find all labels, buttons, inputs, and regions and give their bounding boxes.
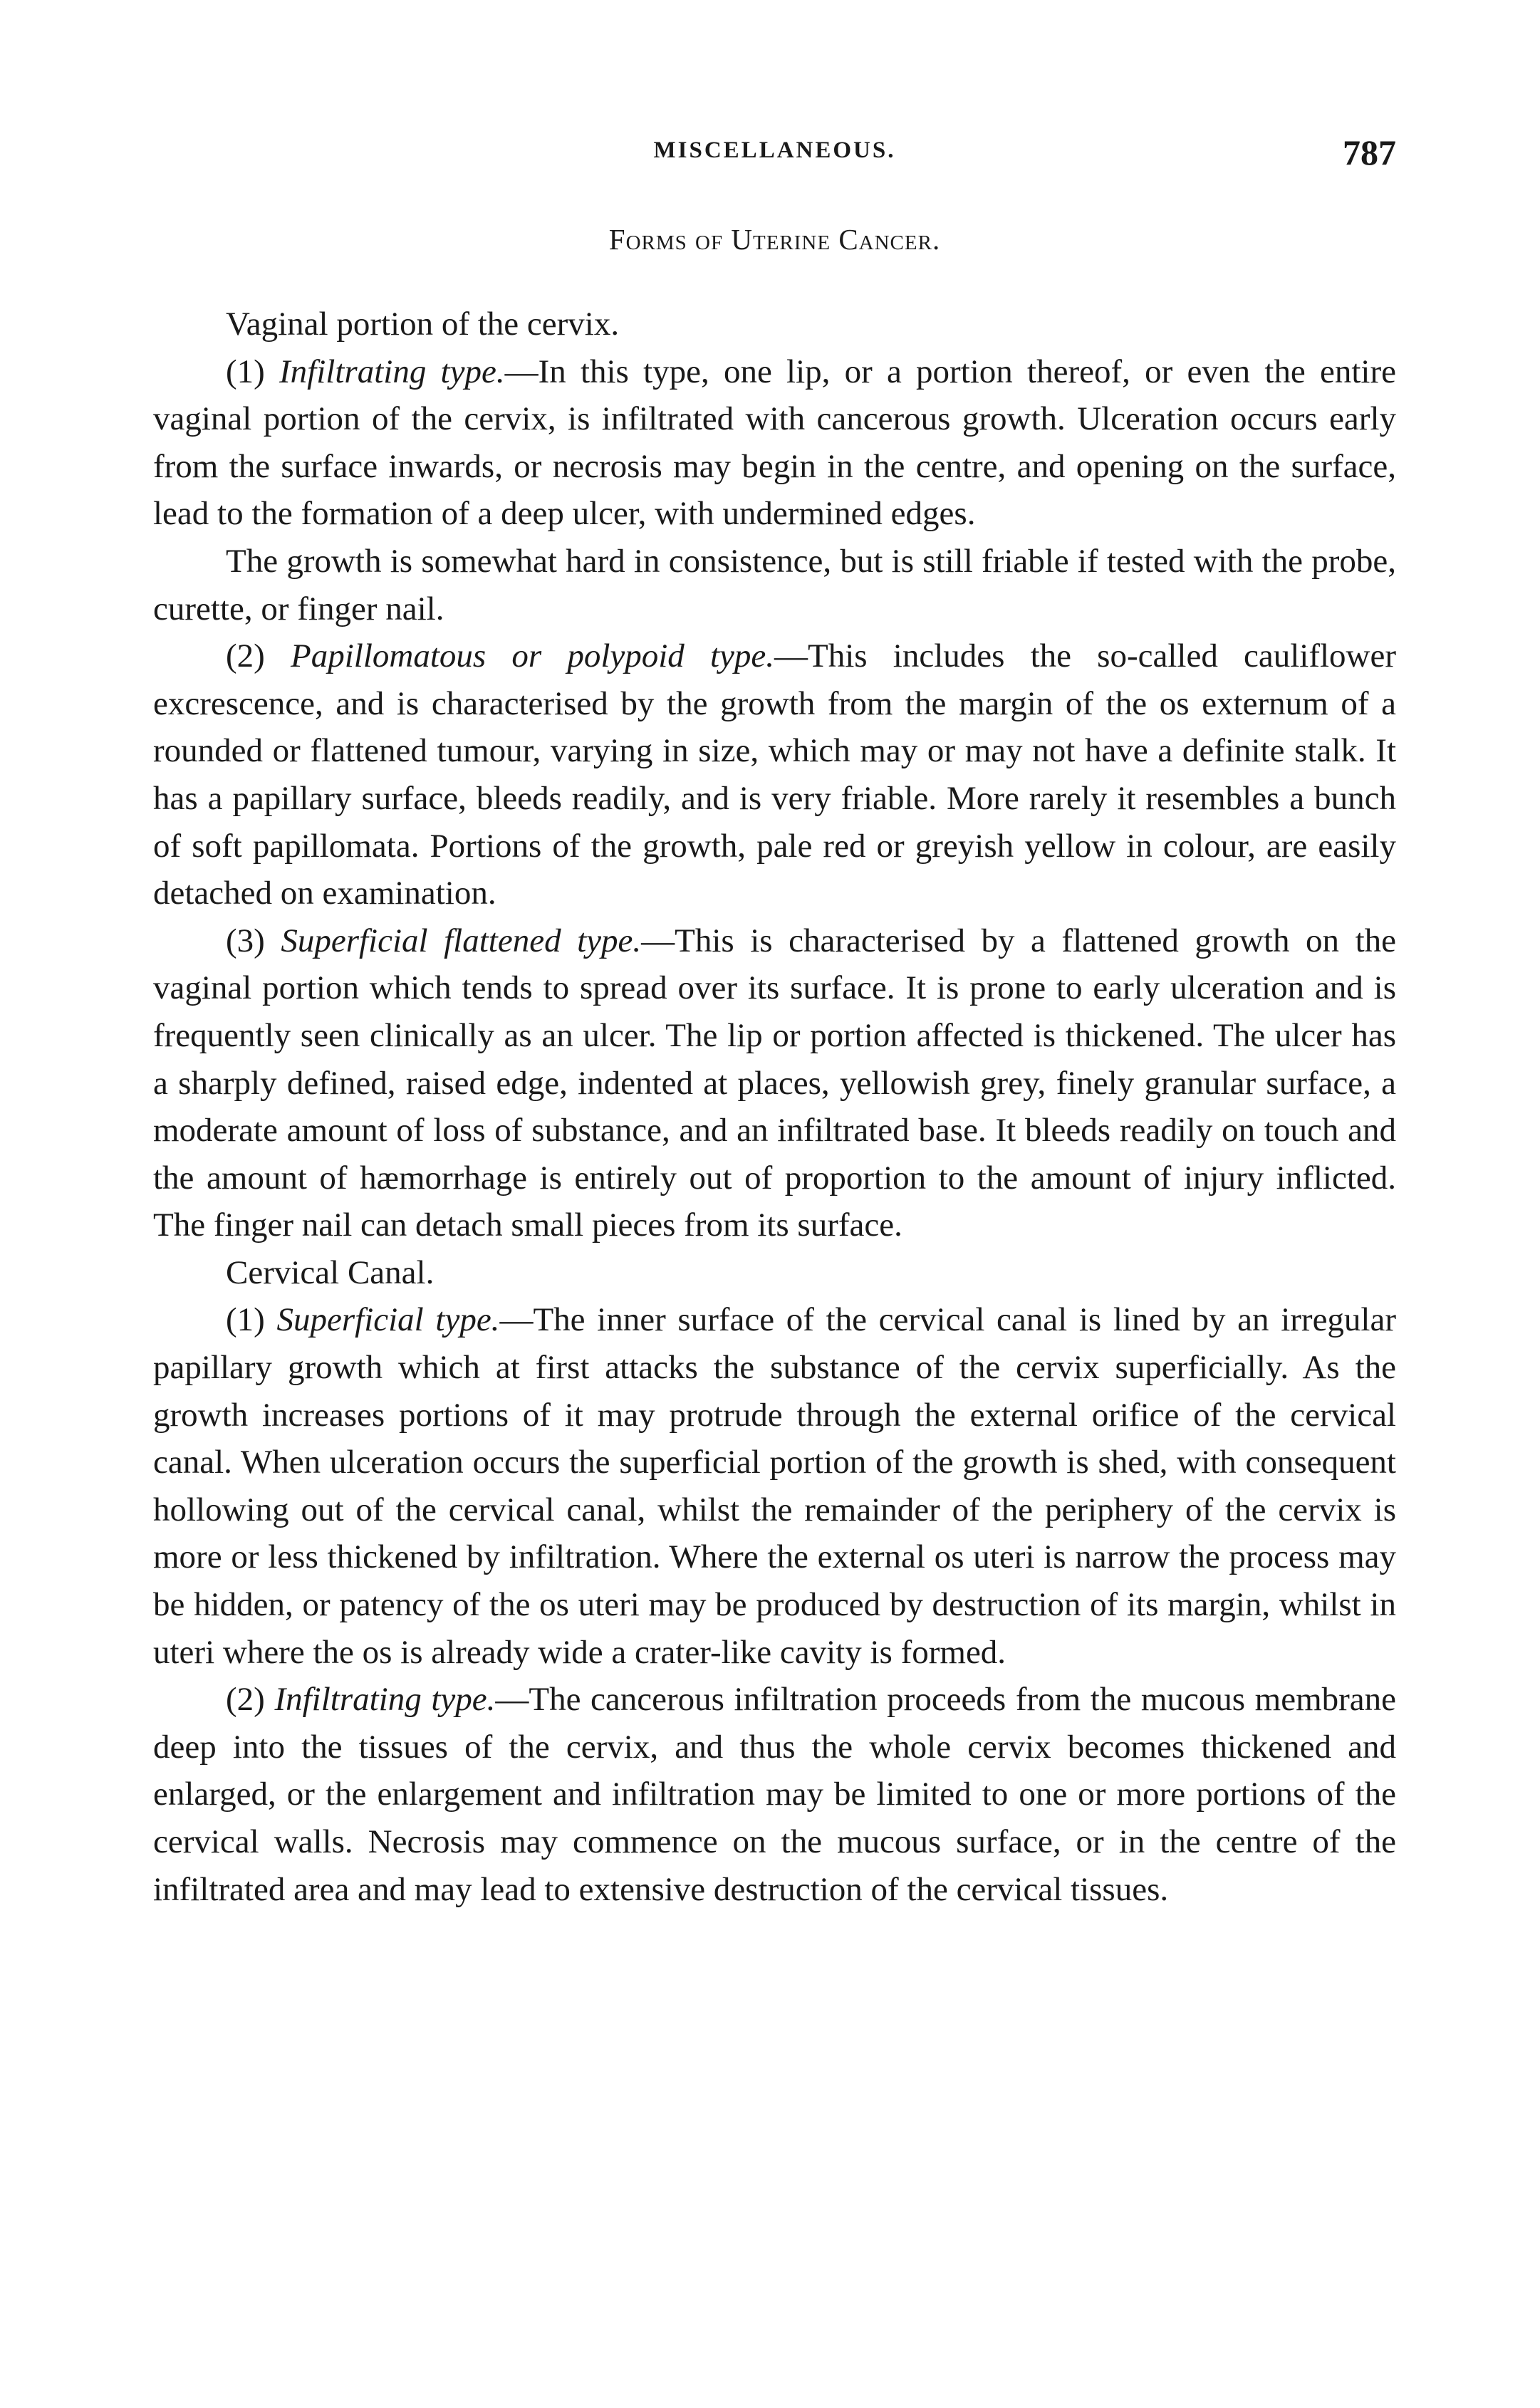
paragraph-cervical-superficial <box>153 1296 1396 1676</box>
item-number: (1) <box>226 353 265 390</box>
paragraph-text: —The inner surface of the cervical canal is lined by an irregular papillary growth which at first attacks the substance of the cervix superficially. As the growth increases portions of it may protrude through the external orifice of the cervical canal. When ulceration occurs the superficial portion of the growth is shed, with consequent hollowing out of the cervical canal, whilst the remainder of the periphery of the cervix is more or less thickened by infiltration. Where the external os uteri is narrow the process may be hidden, or patency of the os uteri may be produced by destruction of its margin, whilst in uteri where the os is already wide a crater-like cavity is formed. <box>153 1301 1397 1671</box>
page-number: 787 <box>1343 132 1396 172</box>
paragraph-text: —The cancerous infiltration proceeds from the mucous membrane deep into the tissues of the cervix, and thus the whole cervix becomes thickened and enlarged, or the enlargement and infiltration may be limited to one or more portions of the cervical walls. Necrosis may commence on the mucous surface, or in the centre of the infiltrated area and may lead to extensive destruction of the cervical tissues. <box>153 1681 1396 1908</box>
type-label: Superficial flattened type. <box>281 922 642 959</box>
type-label: Superficial type. <box>276 1301 500 1339</box>
type-label: Infiltrating type. <box>279 353 505 390</box>
paragraph-text: —This is characterised by a flattened growth on the vaginal portion which tends to spread over its surface. It is prone to early ulceration and is frequently seen clinically as an ulcer. The lip or portion affected is thickened. The ulcer has a sharply defined, raised edge, indented at places, yellowish grey, finely granular surface, a moderate amount of loss of substance, and an infiltrated base. It bleeds readily on touch and the amount of hæmorrhage is entirely out of proportion to the amount of injury inflicted. The finger nail can detach small pieces from its surface. <box>153 922 1396 1244</box>
item-number: (3) <box>226 922 265 959</box>
paragraph-vaginal-infiltrating <box>153 348 1396 538</box>
text-body <box>153 301 1396 1913</box>
running-title: MISCELLANEOUS. <box>653 137 896 163</box>
paragraph-text: —In this type, one lip, or a portion thereof, or even the entire vaginal portion of the cervix, is infiltrated with cancerous growth. Ulceration occurs early from the surface inwards, or necrosis may begin in the centre, and opening on the surface, lead to the formation of a deep ulcer, with undermined edges. <box>153 353 1396 533</box>
item-number: (2) <box>226 1681 265 1719</box>
vaginal-portion-heading: Vaginal portion of the cervix. <box>226 306 620 343</box>
paragraph-vaginal-papillomatous <box>153 632 1396 917</box>
running-head <box>153 132 1396 182</box>
item-number: (2) <box>226 637 265 675</box>
type-label: Papillomatous or polypoid type. <box>291 637 775 675</box>
paragraph-consistence: The growth is somewhat hard in consistence, but is still friable if tested with the probe, curette, or finger nail. <box>153 542 1396 627</box>
section-title: Forms of Uterine Cancer. <box>608 223 941 256</box>
paragraph-text: —This includes the so-called cauliflower excrescence, and is characterised by the growth from the margin of the os externum of a rounded or flattened tumour, varying in size, which may or may not have a definite stalk. It has a papillary surface, bleeds readily, and is very friable. More rarely it resembles a bunch of soft papillomata. Portions of the growth, pale red or greyish yellow in colour, are easily detached on examination. <box>153 637 1397 912</box>
paragraph-vaginal-superficial-flattened <box>153 917 1396 1249</box>
paragraph-cervical-infiltrating <box>153 1676 1396 1913</box>
cervical-canal-heading: Cervical Canal. <box>226 1253 435 1291</box>
item-number: (1) <box>226 1301 265 1339</box>
type-label: Infiltrating type. <box>274 1681 496 1719</box>
